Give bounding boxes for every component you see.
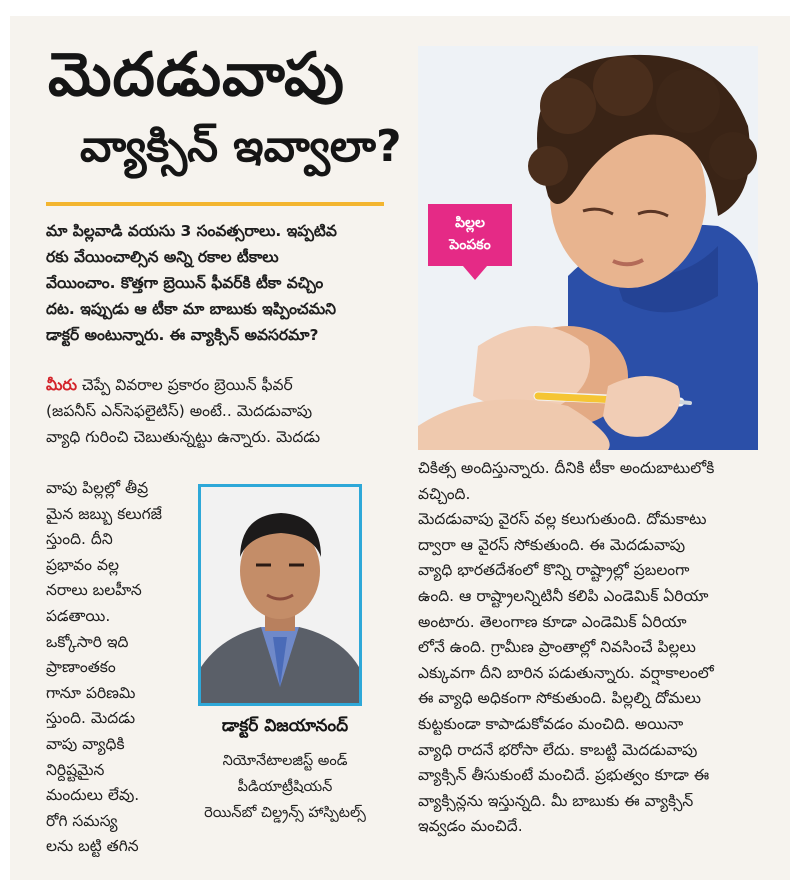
answer-line: ఎక్కువగా దీని బారిన పడుతున్నారు. వర్షాకాలంలో (418, 663, 714, 682)
doctor-credentials (180, 748, 390, 826)
answer-line: వ్యాధి రాదనే భరోసా లేదు. కాబట్టి మెదడువాపు (418, 740, 698, 759)
answer-line: ఉంది. ఆ రాష్ట్రాలన్నిటినీ కలిపి ఎండెమిక్ ఏరియా (418, 586, 709, 605)
reader-question (46, 218, 386, 348)
answer-line (46, 372, 386, 398)
question-line: దట. ఇప్పుడు ఆ టీకా మా బాబుకు ఇప్పించమని (46, 300, 336, 318)
answer-line: ప్రభావం వల్ల (46, 555, 119, 574)
question-line: వేయించాం. కొత్తగా బ్రెయిన్ ఫీవర్‌కి టీకా వచ్చిం (46, 274, 324, 292)
headline-line-1: మెదడువాపు (48, 40, 345, 110)
answer-line: కుట్టకుండా కాపాడుకోవడం మంచిది. అయినా (418, 714, 684, 733)
answer-line: వ్యాధి భారతదేశంలో కొన్ని రాష్ట్రాల్లో ప్రబలంగా (418, 561, 690, 580)
answer-line: (జపనీస్ ఎన్‌సెఫలైటిస్) అంటే.. మెదడువాపు (46, 402, 313, 420)
answer-line: ఈ వ్యాధి అధికంగా సోకుతుంది. పిల్లల్ని దోమలు (418, 689, 701, 708)
answer-line: నిర్దిష్టమైన (46, 760, 105, 779)
headline-divider (46, 202, 384, 206)
answer-line: స్తుంది. దీని (46, 530, 113, 549)
doctor-portrait (201, 487, 359, 703)
answer-line: పడతాయి. (46, 606, 111, 625)
question-line: డాక్టర్ అంటున్నారు. ఈ వ్యాక్సిన్ అవసరమా? (46, 326, 319, 344)
answer-line: వ్యాక్సిన్ తీసుకుంటే మంచిదే. ప్రభుత్వం కూడా ఈ (418, 766, 710, 785)
category-badge (428, 204, 512, 266)
answer-line: మైన జబ్బు కలుగజే (46, 504, 163, 523)
doctor-photo (198, 484, 362, 706)
answer-line: లోనే ఉంది. గ్రామీణ ప్రాంతాల్లో నివసించే పిల్లలు (418, 638, 696, 657)
answer-line: గానూ పరిణమి (46, 683, 136, 702)
credential-line: పీడియాట్రీషియన్ (237, 779, 333, 795)
answer-line: అంటారు. తెలంగాణ కూడా ఎండెమిక్ ఏరియా (418, 612, 687, 631)
badge-line: పిల్లల (455, 215, 485, 231)
credential-line: నియోనేటాలజిస్ట్ అండ్ (222, 753, 348, 769)
question-line: మా పిల్లవాడి వయసు 3 సంవత్సరాలు. ఇప్పటివ (46, 222, 337, 240)
question-line: రకు వేయించాల్సిన అన్ని రకాల టీకాలు (46, 248, 279, 266)
answer-first-line-rest: చెప్పే వివరాల ప్రకారం బ్రెయిన్ ఫీవర్ (76, 376, 293, 394)
credential-line: రెయిన్‌బో చిల్డ్రన్స్ హాస్పిటల్స్ (204, 805, 366, 821)
answer-line: రోగి సమస్య (46, 811, 118, 830)
answer-lead (46, 372, 386, 450)
answer-line: వ్యాధి గురించి చెబుతున్నట్టు ఉన్నారు. మెదడు (46, 428, 321, 446)
answer-line: నరాలు బలహీన (46, 581, 142, 600)
badge-line: పెంపకం (449, 237, 491, 253)
answer-line: వాపు పిల్లల్లో తీవ్ర (46, 479, 149, 497)
answer-right-column (418, 456, 768, 840)
badge-pointer (463, 266, 487, 280)
answer-line: వ్యాక్సిన్లను ఇస్తున్నది. మీ బాబుకు ఈ వ్యాక్సిన్ (418, 791, 694, 810)
headline-line-2: వ్యాక్సిన్ ఇవ్వాలా? (80, 121, 402, 172)
answer-line: ద్వారా ఆ వైరస్ సోకుతుంది. ఈ మెదడువాపు (418, 535, 686, 554)
answer-line: వచ్చింది. (418, 484, 471, 503)
answer-line: మెదడువాపు వైరస్ వల్ల కలుగుతుంది. దోమకాటు (418, 510, 707, 529)
answer-line: లను బట్టి తగిన (46, 837, 139, 856)
answer-line: చికిత్స అందిస్తున్నారు. దీనికి టీకా అందుబాటులోకి (418, 459, 715, 477)
doctor-name: డాక్టర్ విజయానంద్ (221, 716, 349, 736)
answer-line: ఇవ్వడం మంచిదే. (418, 817, 523, 836)
answer-line: స్తుంది. మెదడు (46, 709, 136, 728)
answer-starter-word: మీరు (46, 376, 77, 394)
answer-line: వాపు వ్యాధికి (46, 734, 125, 753)
answer-line: ఒక్కోసారి ఇది (46, 632, 129, 651)
answer-line: ప్రాణాంతకం (46, 658, 116, 677)
answer-narrow-column (46, 476, 174, 860)
answer-line: మందులు లేవు. (46, 786, 140, 805)
